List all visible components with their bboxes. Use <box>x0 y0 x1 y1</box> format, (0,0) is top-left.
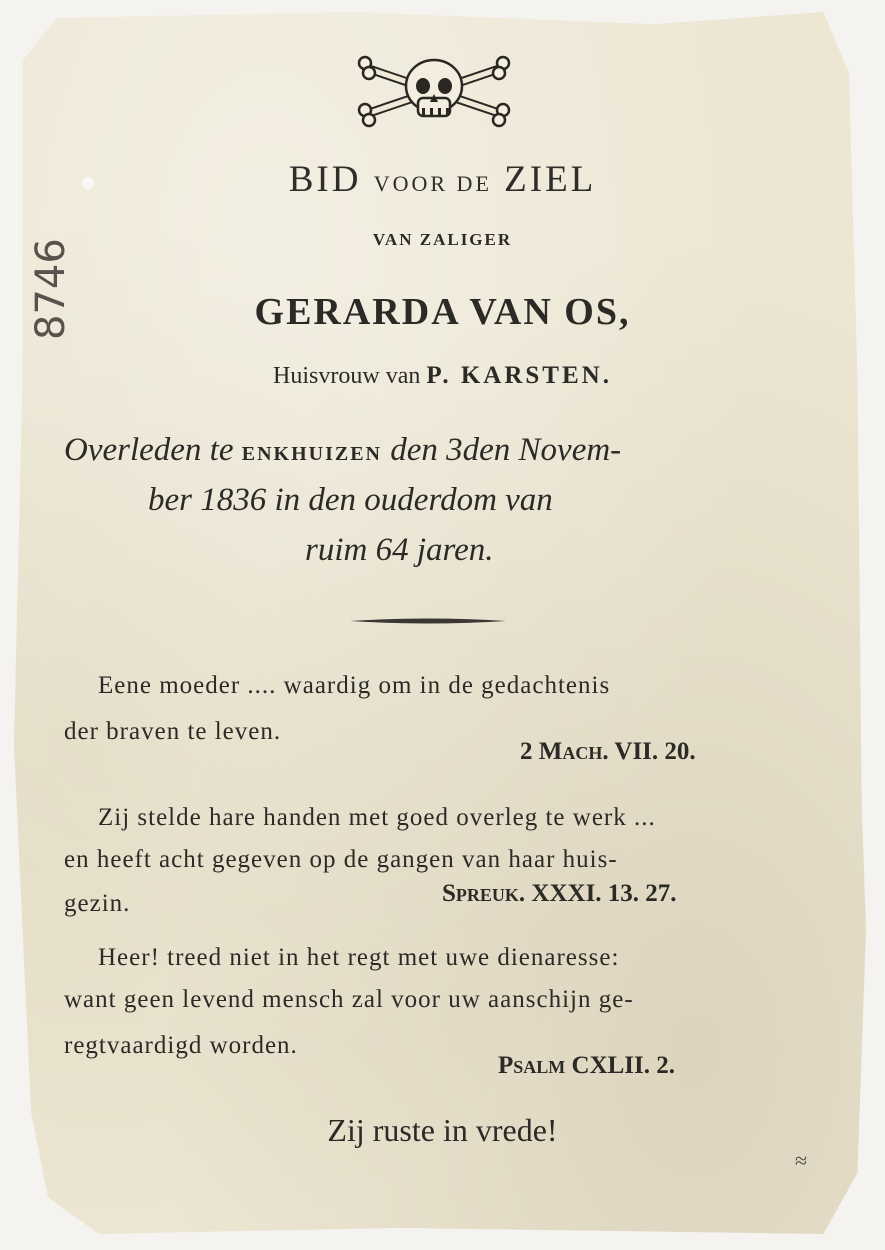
skull-crossbones-icon <box>356 50 512 132</box>
husband-line <box>0 362 885 390</box>
quote-1-line-2: der braven te leven. <box>64 718 282 745</box>
quote-2-line-1: Zij stelde hare handen met goed overleg te werk ... <box>98 804 656 831</box>
inventory-number: 8746 <box>28 238 74 340</box>
husband-name: P. KARSTEN. <box>426 362 612 389</box>
quote-3-line-3: regtvaardigd worden. <box>64 1032 298 1059</box>
husband-prefix: Huisvrouw van <box>273 363 421 389</box>
death-line-1-post: den 3den Novem- <box>390 432 622 468</box>
quote-3-reference: Psalm CXLII. 2. <box>498 1052 676 1079</box>
quote-1-line-1: Eene moeder .... waardig om in de gedachtenis <box>98 672 611 699</box>
quote-3-line-1: Heer! treed niet in het regt met uwe dienaresse: <box>98 944 620 971</box>
quote-2-reference: Spreuk. XXXI. 13. 27. <box>442 880 677 907</box>
death-line-1 <box>64 432 621 469</box>
deceased-name: GERARDA VAN OS, <box>254 291 631 333</box>
quote-2-line-2: en heeft acht gegeven op de gangen van haar huis- <box>64 846 618 873</box>
closing-blessing: Zij ruste in vrede! <box>327 1112 558 1148</box>
van-zaliger: VAN ZALIGER <box>372 230 513 249</box>
death-line-3: ruim 64 jaren. <box>305 532 494 568</box>
quote-1-reference: 2 Mach. VII. 20. <box>520 738 696 765</box>
quote-3-line-2: want geen levend mensch zal voor uw aanschijn ge- <box>64 986 634 1013</box>
heading-ziel: ZIEL <box>504 159 597 200</box>
death-line-2: ber 1836 in den ouderdom van <box>148 482 553 518</box>
heading-voor-de: VOOR DE <box>373 171 492 196</box>
death-line-1-pre: Overleden te <box>64 432 234 468</box>
tilde-mark: ≈ <box>795 1148 808 1173</box>
heading <box>0 158 885 201</box>
heading-bid: BID <box>288 159 362 200</box>
quote-2-line-3: gezin. <box>64 890 131 917</box>
ornamental-divider <box>350 617 506 625</box>
death-place: ENKHUIZEN <box>241 443 382 465</box>
